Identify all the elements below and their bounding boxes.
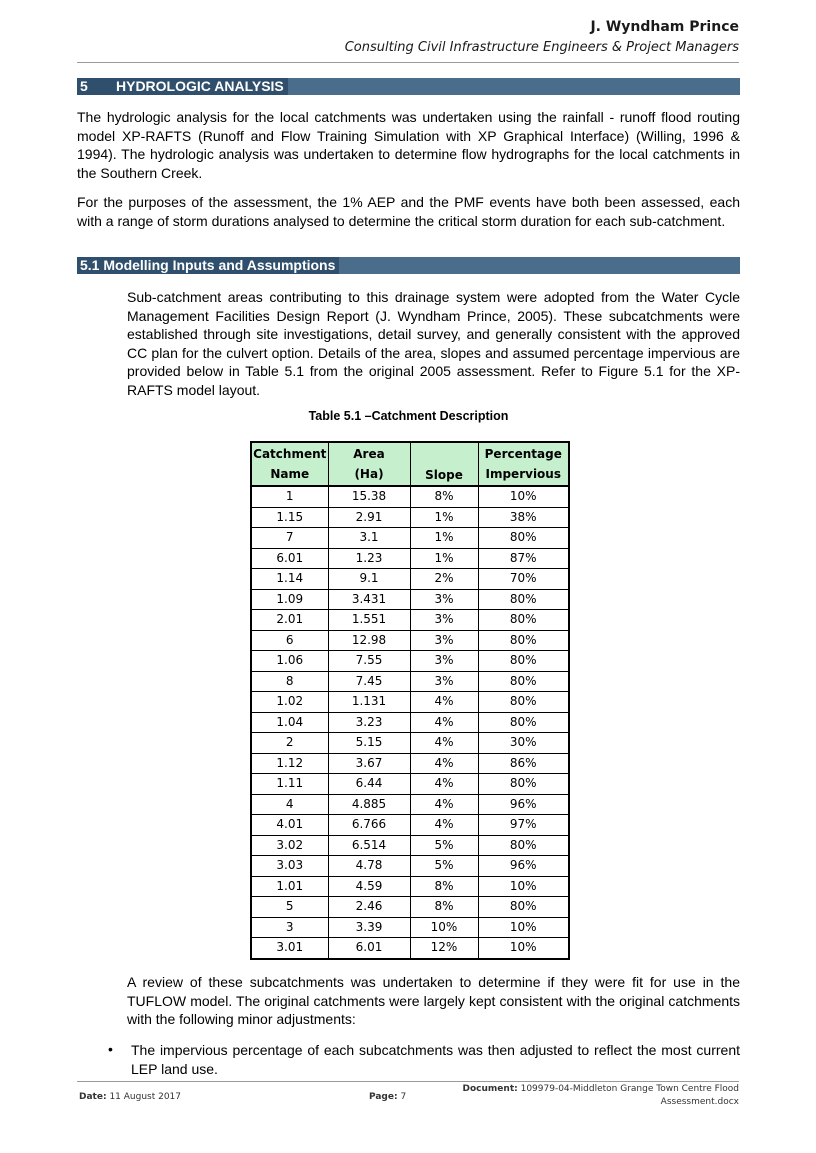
section-5-1-paragraph-2: A review of these subcatchments was undertaken to determine if they were fit for use in the TUFLOW model. The original catchments were largely kept consistent with the original catchments with the following minor adjustments: bbox=[127, 974, 740, 1027]
impervious-cell: 97% bbox=[478, 815, 569, 836]
impervious-cell: 10% bbox=[478, 938, 569, 959]
section-5-paragraph-1: The hydrologic analysis for the local catchments was undertaken using the rainfall - runoff flood routing model XP-RAFTS (Runoff and Flow Training Simulation with XP Graphical Interface) (Willing, 1996 & 1994). The hydrologic analysis was undertaken to determine flow hydrographs for the local catchments in the Southern Creek. bbox=[77, 109, 740, 181]
impervious-cell: 96% bbox=[478, 794, 569, 815]
table-row bbox=[251, 897, 569, 918]
impervious-cell: 80% bbox=[478, 630, 569, 651]
catchment-name-cell: 7 bbox=[251, 528, 328, 549]
table-row bbox=[251, 486, 569, 507]
area-cell: 4.885 bbox=[328, 794, 410, 815]
footer-document: Document: 109979-04-Middleton Grange Town Centre Flood Assessment.docx bbox=[462, 1084, 739, 1107]
slope-cell: 8% bbox=[410, 486, 478, 507]
slope-cell: 4% bbox=[410, 794, 478, 815]
impervious-cell: 80% bbox=[478, 589, 569, 610]
header-catchment-name: Catchment Name bbox=[251, 442, 328, 486]
slope-cell: 3% bbox=[410, 630, 478, 651]
impervious-cell: 80% bbox=[478, 774, 569, 795]
slope-cell: 2% bbox=[410, 569, 478, 590]
catchment-name-cell: 1.04 bbox=[251, 712, 328, 733]
table-row bbox=[251, 692, 569, 713]
table-row bbox=[251, 651, 569, 672]
section-5-paragraph-2: For the purposes of the assessment, the 1% AEP and the PMF events have both been assessed, each with a range of storm durations analysed to determine the critical storm duration for each sub-catchment. bbox=[77, 194, 740, 229]
impervious-cell: 86% bbox=[478, 753, 569, 774]
impervious-cell: 80% bbox=[478, 610, 569, 631]
catchment-name-cell: 4 bbox=[251, 794, 328, 815]
impervious-cell: 80% bbox=[478, 651, 569, 672]
header-company: J. Wyndham Prince bbox=[590, 19, 739, 35]
table-row bbox=[251, 835, 569, 856]
area-cell: 3.431 bbox=[328, 589, 410, 610]
slope-cell: 3% bbox=[410, 671, 478, 692]
header-divider bbox=[77, 62, 739, 63]
catchment-name-cell: 8 bbox=[251, 671, 328, 692]
catchment-name-cell: 1.09 bbox=[251, 589, 328, 610]
catchment-name-cell: 3.03 bbox=[251, 856, 328, 877]
section-5-number: 5 bbox=[80, 78, 88, 94]
impervious-cell: 10% bbox=[478, 917, 569, 938]
slope-cell: 4% bbox=[410, 712, 478, 733]
impervious-cell: 38% bbox=[478, 507, 569, 528]
slope-cell: 3% bbox=[410, 610, 478, 631]
slope-cell: 4% bbox=[410, 733, 478, 754]
slope-cell: 8% bbox=[410, 897, 478, 918]
slope-cell: 4% bbox=[410, 774, 478, 795]
catchment-name-cell: 6 bbox=[251, 630, 328, 651]
slope-cell: 4% bbox=[410, 815, 478, 836]
catchment-name-cell: 3 bbox=[251, 917, 328, 938]
section-5-1-heading bbox=[77, 257, 740, 274]
catchment-name-cell: 1.14 bbox=[251, 569, 328, 590]
catchment-name-cell: 3.02 bbox=[251, 835, 328, 856]
slope-cell: 4% bbox=[410, 692, 478, 713]
impervious-cell: 96% bbox=[478, 856, 569, 877]
slope-cell: 12% bbox=[410, 938, 478, 959]
table-row bbox=[251, 733, 569, 754]
bullet-marker: • bbox=[108, 1041, 113, 1057]
table-row bbox=[251, 589, 569, 610]
bullet-item-1: The impervious percentage of each subcatchments was then adjusted to reflect the most current LEP land use. bbox=[131, 1042, 740, 1077]
table-row bbox=[251, 630, 569, 651]
area-cell: 6.514 bbox=[328, 835, 410, 856]
slope-cell: 1% bbox=[410, 507, 478, 528]
catchment-name-cell: 4.01 bbox=[251, 815, 328, 836]
impervious-cell: 80% bbox=[478, 835, 569, 856]
section-5-1-paragraph-1: Sub-catchment areas contributing to this drainage system were adopted from the Water Cycle Management Facilities Design Report (J. Wyndham Prince, 2005). These subcatchments were established through site investigations, detail survey, and generally consistent with the approved CC plan for the culvert option. Details of the area, slopes and assumed percentage impervious are provided below in Table 5.1 from the original 2005 assessment. Refer to Figure 5.1 for the XP-RAFTS model layout. bbox=[127, 289, 740, 398]
table-row bbox=[251, 671, 569, 692]
slope-cell: 10% bbox=[410, 917, 478, 938]
catchment-name-cell: 5 bbox=[251, 897, 328, 918]
header-area: Area (Ha) bbox=[328, 442, 410, 486]
area-cell: 3.1 bbox=[328, 528, 410, 549]
area-cell: 6.766 bbox=[328, 815, 410, 836]
catchment-name-cell: 3.01 bbox=[251, 938, 328, 959]
table-row bbox=[251, 794, 569, 815]
section-5-1-title: 5.1 Modelling Inputs and Assumptions bbox=[77, 257, 339, 274]
catchment-name-cell: 1.02 bbox=[251, 692, 328, 713]
table-row bbox=[251, 548, 569, 569]
impervious-cell: 70% bbox=[478, 569, 569, 590]
table-row bbox=[251, 938, 569, 959]
area-cell: 1.23 bbox=[328, 548, 410, 569]
impervious-cell: 80% bbox=[478, 528, 569, 549]
impervious-cell: 80% bbox=[478, 671, 569, 692]
area-cell: 5.15 bbox=[328, 733, 410, 754]
slope-cell: 3% bbox=[410, 651, 478, 672]
table-row bbox=[251, 815, 569, 836]
table-row bbox=[251, 876, 569, 897]
table-header-row bbox=[251, 442, 569, 486]
slope-cell: 3% bbox=[410, 589, 478, 610]
footer-date: Date: 11 August 2017 bbox=[79, 1092, 182, 1102]
impervious-cell: 80% bbox=[478, 692, 569, 713]
catchment-name-cell: 2.01 bbox=[251, 610, 328, 631]
area-cell: 15.38 bbox=[328, 486, 410, 507]
footer-divider bbox=[77, 1081, 739, 1082]
catchment-name-cell: 1 bbox=[251, 486, 328, 507]
table-row bbox=[251, 610, 569, 631]
area-cell: 7.55 bbox=[328, 651, 410, 672]
catchment-name-cell: 1.15 bbox=[251, 507, 328, 528]
area-cell: 4.78 bbox=[328, 856, 410, 877]
table-row bbox=[251, 856, 569, 877]
section-5-heading bbox=[77, 78, 740, 95]
area-cell: 3.67 bbox=[328, 753, 410, 774]
area-cell: 4.59 bbox=[328, 876, 410, 897]
area-cell: 6.01 bbox=[328, 938, 410, 959]
slope-cell: 4% bbox=[410, 753, 478, 774]
impervious-cell: 10% bbox=[478, 486, 569, 507]
section-5-title: HYDROLOGIC ANALYSIS bbox=[116, 78, 284, 94]
header-subtitle: Consulting Civil Infrastructure Engineers & Project Managers bbox=[344, 40, 739, 55]
table-row bbox=[251, 753, 569, 774]
table-row bbox=[251, 712, 569, 733]
impervious-cell: 80% bbox=[478, 712, 569, 733]
area-cell: 9.1 bbox=[328, 569, 410, 590]
catchment-table bbox=[250, 441, 570, 960]
area-cell: 12.98 bbox=[328, 630, 410, 651]
area-cell: 1.551 bbox=[328, 610, 410, 631]
area-cell: 3.23 bbox=[328, 712, 410, 733]
table-row bbox=[251, 507, 569, 528]
impervious-cell: 30% bbox=[478, 733, 569, 754]
slope-cell: 8% bbox=[410, 876, 478, 897]
impervious-cell: 80% bbox=[478, 897, 569, 918]
slope-cell: 5% bbox=[410, 835, 478, 856]
header-percentage-impervious: Percentage Impervious bbox=[478, 442, 569, 486]
impervious-cell: 87% bbox=[478, 548, 569, 569]
catchment-name-cell: 1.06 bbox=[251, 651, 328, 672]
area-cell: 6.44 bbox=[328, 774, 410, 795]
table-row bbox=[251, 528, 569, 549]
area-cell: 7.45 bbox=[328, 671, 410, 692]
table-caption: Table 5.1 –Catchment Description bbox=[308, 409, 509, 423]
table-row bbox=[251, 774, 569, 795]
area-cell: 1.131 bbox=[328, 692, 410, 713]
slope-cell: 5% bbox=[410, 856, 478, 877]
table-body bbox=[251, 486, 569, 959]
table-row bbox=[251, 917, 569, 938]
catchment-name-cell: 6.01 bbox=[251, 548, 328, 569]
slope-cell: 1% bbox=[410, 548, 478, 569]
area-cell: 2.46 bbox=[328, 897, 410, 918]
catchment-name-cell: 1.12 bbox=[251, 753, 328, 774]
area-cell: 2.91 bbox=[328, 507, 410, 528]
footer-page: Page: 7 bbox=[369, 1092, 407, 1102]
slope-cell: 1% bbox=[410, 528, 478, 549]
header-slope: Slope bbox=[410, 442, 478, 486]
area-cell: 3.39 bbox=[328, 917, 410, 938]
impervious-cell: 10% bbox=[478, 876, 569, 897]
catchment-name-cell: 2 bbox=[251, 733, 328, 754]
table-row bbox=[251, 569, 569, 590]
catchment-name-cell: 1.01 bbox=[251, 876, 328, 897]
catchment-name-cell: 1.11 bbox=[251, 774, 328, 795]
